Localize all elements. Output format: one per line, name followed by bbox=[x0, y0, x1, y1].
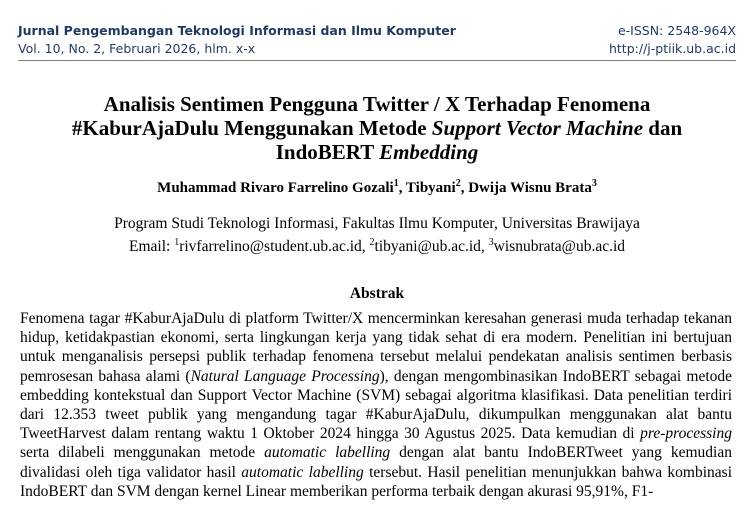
abstract-heading: Abstrak bbox=[349, 285, 405, 302]
author-name: Muhammad Rivaro Farrelino Gozali bbox=[157, 180, 394, 196]
journal-url[interactable]: http://j-ptiik.ub.ac.id bbox=[608, 41, 736, 56]
abstract-body: Fenomena tagar #KaburAjaDulu di platform Twitter/X mencerminkan keresahan generasi muda terhadap tekanan hidup, ketidakpastian ekonomi, serta lingkungan kerja yang tidak sehat di era modern. Penelitian ini bertujuan untuk menganalisis persepsi publik terhadap fenomena tersebut melalui pendekatan analisis sentimen berbasis pemrosesan bahasa alami (Natural Language Processing), dengan mengombinasikan IndoBERT sebagai metode embedding kontekstual dan Support Vector Machine (SVM) sebagai algoritma klasifikasi. Data penelitian terdiri dari 12.353 tweet publik yang mengandung tagar #KaburAjaDulu, dikumpulkan menggunakan alat bantu TweetHarvest dalam rentang waktu 1 Oktober 2024 hingga 30 Agustus 2025. Data kemudian di pre-processing serta dilabeli menggunakan metode automatic labelling dengan alat bantu IndoBERTweet yang kemudian divalidasi oleh tiga validator hasil automatic labelling tersebut. Hasil penelitian menunjukkan bahwa kombinasi IndoBERT dan SVM dengan kernel Linear memberikan performa terbaik dengan akurasi 95,91%, F1- bbox=[20, 310, 733, 500]
affiliation: Program Studi Teknologi Informasi, Fakultas Ilmu Komputer, Universitas Brawijaya bbox=[114, 215, 640, 232]
eissn: e-ISSN: 2548-964X bbox=[617, 23, 736, 38]
journal-header bbox=[18, 22, 736, 58]
affiliation-block bbox=[20, 214, 734, 256]
header-divider bbox=[18, 60, 736, 61]
author-name: Tibyani bbox=[405, 180, 456, 196]
author-name: Dwija Wisnu Brata bbox=[468, 180, 592, 196]
email-address[interactable]: tibyani@ub.ac.id bbox=[374, 238, 481, 256]
email-address[interactable]: rivfarrelino@student.ub.ac.id bbox=[179, 238, 362, 256]
email-address[interactable]: wisnubrata@ub.ac.id bbox=[493, 238, 626, 256]
paper-title: Analisis Sentimen Pengguna Twitter / X Terhadap Fenomena #KaburAjaDulu Menggunakan Metode Support Vector Machine dan IndoBERT Embedding bbox=[71, 92, 683, 164]
email-line: Email: $^1$rivfarrelino@student.ub.ac.id, $^2$tibyani@ub.ac.id, $^3$wisnubrata@ub.ac.id bbox=[128, 237, 626, 256]
volume-info: Vol. 10, No. 2, Februari 2026, hlm. x-x bbox=[18, 41, 256, 56]
author-list: Muhammad Rivaro Farrelino Gozali$^1$, Tibyani$^2$, Dwija Wisnu Brata$^3$ bbox=[157, 178, 597, 196]
journal-name: Jurnal Pengembangan Teknologi Informasi dan Ilmu Komputer bbox=[18, 23, 456, 38]
